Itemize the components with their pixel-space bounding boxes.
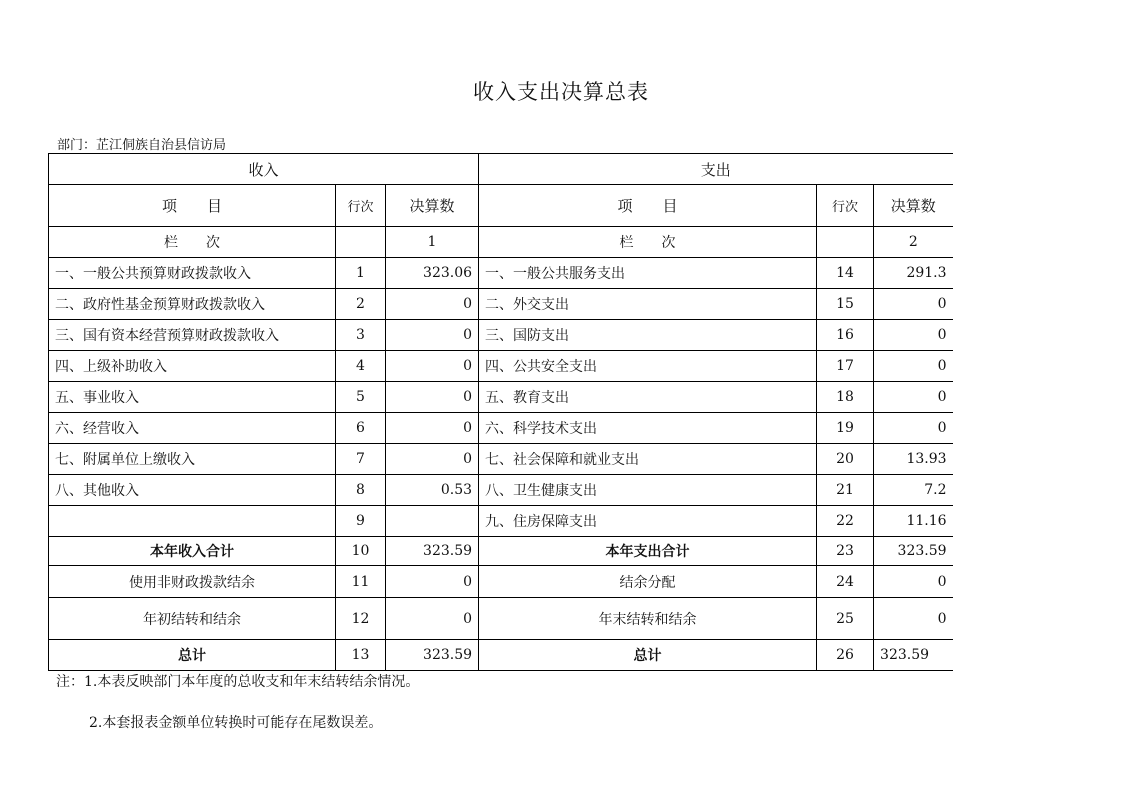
income-column-index: 1 bbox=[386, 227, 479, 258]
expense-item: 八、卫生健康支出 bbox=[479, 475, 817, 506]
income-amount: 0 bbox=[386, 351, 479, 382]
note-2: 2.本套报表金额单位转换时可能存在尾数误差。 bbox=[89, 715, 383, 731]
income-row-no: 13 bbox=[336, 640, 386, 671]
note-1: 注：1.本表反映部门本年度的总收支和年末结转结余情况。 bbox=[56, 674, 420, 690]
department-label: 部门：芷江侗族自治县信访局 bbox=[57, 138, 227, 153]
income-summary-item: 使用非财政拨款结余 bbox=[49, 566, 336, 598]
income-row-no: 3 bbox=[336, 320, 386, 351]
income-amount: 323.59 bbox=[386, 537, 479, 566]
expense-column-label: 栏 次 bbox=[479, 227, 817, 258]
income-item: 四、上级补助收入 bbox=[49, 351, 336, 382]
expense-item: 九、住房保障支出 bbox=[479, 506, 817, 537]
summary-rows bbox=[49, 537, 953, 671]
expense-row-no-header: 行次 bbox=[817, 185, 874, 227]
income-section-header: 收入 bbox=[49, 154, 479, 185]
expense-item: 六、科学技术支出 bbox=[479, 413, 817, 444]
table-row bbox=[49, 413, 953, 444]
expense-item: 七、社会保障和就业支出 bbox=[479, 444, 817, 475]
income-item: 二、政府性基金预算财政拨款收入 bbox=[49, 289, 336, 320]
income-amount bbox=[386, 506, 479, 537]
expense-row-no: 20 bbox=[817, 444, 874, 475]
income-row-no: 1 bbox=[336, 258, 386, 289]
income-item: 一、一般公共预算财政拨款收入 bbox=[49, 258, 336, 289]
table-row bbox=[49, 382, 953, 413]
expense-summary-item: 年末结转和结余 bbox=[479, 598, 817, 640]
income-row-no: 7 bbox=[336, 444, 386, 475]
table-row bbox=[49, 506, 953, 537]
table-row bbox=[49, 444, 953, 475]
page-title: 收入支出决算总表 bbox=[473, 80, 649, 104]
income-amount: 0 bbox=[386, 320, 479, 351]
table-row bbox=[49, 475, 953, 506]
summary-row bbox=[49, 537, 953, 566]
expense-amount: 13.93 bbox=[874, 444, 953, 475]
table-row bbox=[49, 258, 953, 289]
income-row-no: 9 bbox=[336, 506, 386, 537]
income-item: 三、国有资本经营预算财政拨款收入 bbox=[49, 320, 336, 351]
income-expense-table bbox=[48, 153, 953, 671]
column-header-row bbox=[49, 185, 953, 227]
expense-amount: 0 bbox=[874, 598, 953, 640]
income-amount: 0.53 bbox=[386, 475, 479, 506]
income-summary-item: 年初结转和结余 bbox=[49, 598, 336, 640]
income-row-no: 12 bbox=[336, 598, 386, 640]
expense-amount: 0 bbox=[874, 289, 953, 320]
summary-row bbox=[49, 640, 953, 671]
income-amount: 0 bbox=[386, 598, 479, 640]
expense-row-no: 26 bbox=[817, 640, 874, 671]
table-row bbox=[49, 320, 953, 351]
expense-item-header: 项 目 bbox=[479, 185, 817, 227]
income-amount: 0 bbox=[386, 413, 479, 444]
expense-amount: 11.16 bbox=[874, 506, 953, 537]
income-summary-item: 本年收入合计 bbox=[49, 537, 336, 566]
income-row-no: 6 bbox=[336, 413, 386, 444]
expense-amount: 7.2 bbox=[874, 475, 953, 506]
expense-amount: 0 bbox=[874, 351, 953, 382]
income-row-no-header: 行次 bbox=[336, 185, 386, 227]
expense-row-no: 21 bbox=[817, 475, 874, 506]
income-row-no: 4 bbox=[336, 351, 386, 382]
income-amount: 0 bbox=[386, 566, 479, 598]
detail-rows bbox=[49, 258, 953, 537]
expense-row-no: 18 bbox=[817, 382, 874, 413]
expense-item: 五、教育支出 bbox=[479, 382, 817, 413]
income-amount: 0 bbox=[386, 444, 479, 475]
expense-amount-header: 决算数 bbox=[874, 185, 953, 227]
income-item: 五、事业收入 bbox=[49, 382, 336, 413]
income-item bbox=[49, 506, 336, 537]
expense-row-no: 17 bbox=[817, 351, 874, 382]
expense-item: 四、公共安全支出 bbox=[479, 351, 817, 382]
income-row-no: 2 bbox=[336, 289, 386, 320]
expense-amount: 291.3 bbox=[874, 258, 953, 289]
expense-summary-item: 结余分配 bbox=[479, 566, 817, 598]
expense-row-no: 24 bbox=[817, 566, 874, 598]
income-row-no: 5 bbox=[336, 382, 386, 413]
expense-amount: 0 bbox=[874, 320, 953, 351]
expense-item: 二、外交支出 bbox=[479, 289, 817, 320]
income-item: 七、附属单位上缴收入 bbox=[49, 444, 336, 475]
income-amount-header: 决算数 bbox=[386, 185, 479, 227]
table-row bbox=[49, 289, 953, 320]
section-header-row bbox=[49, 154, 953, 185]
expense-row-no: 25 bbox=[817, 598, 874, 640]
expense-amount: 0 bbox=[874, 413, 953, 444]
expense-item: 三、国防支出 bbox=[479, 320, 817, 351]
income-row-no: 10 bbox=[336, 537, 386, 566]
income-amount: 323.59 bbox=[386, 640, 479, 671]
expense-item: 一、一般公共服务支出 bbox=[479, 258, 817, 289]
expense-row-no: 16 bbox=[817, 320, 874, 351]
income-summary-item: 总计 bbox=[49, 640, 336, 671]
income-item: 八、其他收入 bbox=[49, 475, 336, 506]
table-row bbox=[49, 351, 953, 382]
income-column-label: 栏 次 bbox=[49, 227, 336, 258]
income-item-header: 项 目 bbox=[49, 185, 336, 227]
expense-amount: 323.59 bbox=[874, 537, 953, 566]
column-index-row bbox=[49, 227, 953, 258]
expense-row-no: 15 bbox=[817, 289, 874, 320]
expense-column-index: 2 bbox=[874, 227, 953, 258]
income-amount: 323.06 bbox=[386, 258, 479, 289]
income-amount: 0 bbox=[386, 382, 479, 413]
expense-row-no: 22 bbox=[817, 506, 874, 537]
income-row-no: 8 bbox=[336, 475, 386, 506]
income-item: 六、经营收入 bbox=[49, 413, 336, 444]
expense-row-no: 14 bbox=[817, 258, 874, 289]
income-amount: 0 bbox=[386, 289, 479, 320]
expense-summary-item: 本年支出合计 bbox=[479, 537, 817, 566]
expense-summary-item: 总计 bbox=[479, 640, 817, 671]
summary-row bbox=[49, 566, 953, 598]
income-row-no: 11 bbox=[336, 566, 386, 598]
expense-amount: 323.59 bbox=[874, 640, 953, 671]
expense-row-no: 23 bbox=[817, 537, 874, 566]
expense-section-header: 支出 bbox=[479, 154, 953, 185]
expense-amount: 0 bbox=[874, 382, 953, 413]
summary-row bbox=[49, 598, 953, 640]
expense-amount: 0 bbox=[874, 566, 953, 598]
expense-row-no: 19 bbox=[817, 413, 874, 444]
